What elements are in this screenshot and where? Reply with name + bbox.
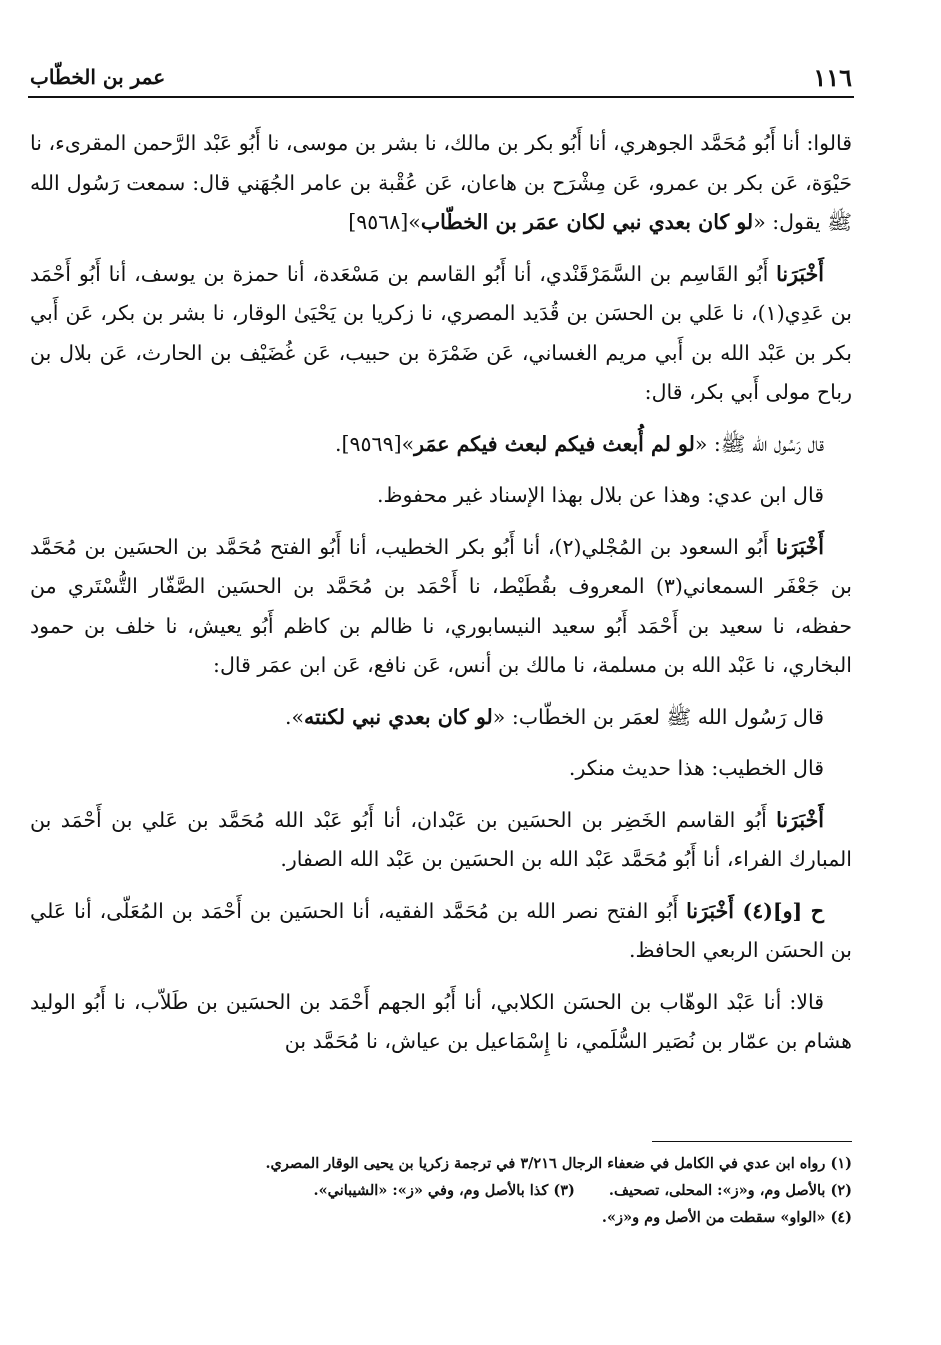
paragraph-text: أَبُو القَاسِم بن السَّمَرْقَنْدي، أنا أَبُو القاسم بن مَسْعَدة، أنا حمزة بن يوسف، أنا أَبُو أَحْمَد بن عَدِي(١)، نا عَلي بن الحسَن بن قُدَيد المصري، نا زكريا بن يَحْيَىٰ الوقار، نا بشر بن بكر، عَن أَبي بكر بن عَبْد الله بن أَبي مريم الغساني، عَن ضَمْرَة بن حبيب، عَن غُضَيْف بن الحارث، عَن بلال بن رباح مولى أَبي بكر، قال: [30, 261, 853, 404]
isnad-lead: أَخْبَرَنا [776, 534, 824, 559]
isnad-lead: أَخْبَرَنا [776, 261, 824, 286]
paragraph-text: أَبُو القاسم الخَضِر بن الحسَين بن عَبْدان، أنا أَبُو عَبْد الله مُحَمَّد بن عَلي بن أَحْمَد بن المبارك الفراء، أنا أَبُو مُحَمَّد عَبْد الله بن الحسَين بن عَبْد الله الصفار. [30, 807, 852, 871]
footnote-3: (٣) كذا بالأصل وم، وفي «ز»: «الشيباني». [313, 1182, 575, 1199]
paragraph-6 [30, 698, 852, 738]
paragraph-4 [30, 476, 852, 516]
paragraph-tail: ». [284, 704, 305, 729]
hadith-quote: لو كان بعدي نبي لكان عمَر بن الخطّاب [420, 210, 754, 234]
paragraph-text: قال رَسُول الله ﷺ لعمَر بن الخطّاب: « [492, 704, 824, 729]
paragraph-7 [30, 749, 852, 789]
paragraph-text: قالوا: أنا أَبُو مُحَمَّد الجوهري، أنا أَبُو بكر بن مالك، نا بشر بن موسى، نا أَبُو عَبْد الرَّحمن المقرىء، نا حَيْوَة، عَن بكر بن عمرو، عَن مِشْرَح بن هاعان، عَن عُقْبة بن عامر الجُهَني قال: سمعت رَسُول الله ﷺ يقول: « [30, 131, 852, 234]
paragraph-tail: »[٩٥٦٩]. [335, 431, 415, 456]
main-text [30, 124, 852, 1074]
paragraph-text: قال رَسُول الله ﷺ: « [694, 431, 824, 456]
paragraph-text: أَبُو السعود بن المُجْلي(٢)، أنا أَبُو بكر الخطيب، أنا أَبُو الفتح مُحَمَّد بن الحسَين بن مُحَمَّد بن جَعْفَر السمعاني(٣) المعروف بقُطَيْط، نا أَحْمَد بن مُحَمَّد بن الحسَين الصَّفّار التُّسْتَري من حفظه، نا سعيد بن أَحْمَد أَبُو سعيد النيسابوري، نا ظالم بن كاظم أَبُو يعيش، نا خلف بن حمود البخاري، نا عَبْد الله بن مسلمة، نا مالك بن أنس، عَن نافع، عَن ابن عمَر قال: [30, 534, 853, 677]
paragraph-1 [30, 124, 852, 243]
paragraph-10 [30, 983, 852, 1062]
page-header [30, 62, 852, 92]
paragraph-text: قالا: أنا عَبْد الوهّاب بن الحسَن الكلابي، أنا أَبُو الجهم أَحْمَد بن الحسَين بن طَلاّب، نا أَبُو الوليد هشام بن عمّار بن نُصَير السُّلَمي، نا إِسْمَاعيل بن عياش، نا مُحَمَّد بن [30, 989, 852, 1053]
isnad-lead: أَخْبَرَنا [776, 807, 824, 832]
footnote-4: (٤) «الواو» سقطت من الأصل وم و«ز». [601, 1209, 852, 1226]
paragraph-text: قال الخطيب: هذا حديث منكر. [568, 756, 824, 780]
paragraph-8 [30, 801, 852, 880]
paragraph-2 [30, 255, 852, 413]
page-number: ١١٦ [813, 62, 852, 92]
paragraph-3 [30, 425, 852, 465]
header-rule [28, 96, 854, 98]
footnote-2: (٢) بالأصل وم، و«ز»: المحلى، تصحيف. [608, 1182, 852, 1199]
running-title: عمر بن الخطّاب [30, 65, 166, 89]
paragraph-5 [30, 528, 852, 686]
paragraph-9 [30, 892, 852, 971]
isnad-lead: ح [و](٤) أَخْبَرَنا [686, 898, 824, 923]
hadith-quote: لو كان بعدي نبي لكنته [304, 704, 493, 729]
paragraph-tail: »[٩٥٦٨] [348, 210, 421, 234]
hadith-quote: لو لم أُبعث فيكم لبعث فيكم عمَر [414, 431, 695, 456]
footnote-rule [652, 1141, 852, 1142]
paragraph-text: أَبُو الفتح نصر الله بن مُحَمَّد الفقيه، أنا الحسَين بن أَحْمَد بن المُعَلّى، أنا عَلي بن الحسَن الربعي الحافظ. [30, 898, 852, 962]
footnotes [30, 1150, 852, 1231]
paragraph-text: قال ابن عدي: وهذا عن بلال بهذا الإسناد غير محفوظ. [377, 483, 824, 507]
footnote-1: (١) رواه ابن عدي في الكامل في ضعفاء الرجال ٣/٢١٦ في ترجمة زكريا بن يحيى الوقار المصري. [265, 1155, 852, 1172]
footnote-2-3 [30, 1177, 852, 1204]
